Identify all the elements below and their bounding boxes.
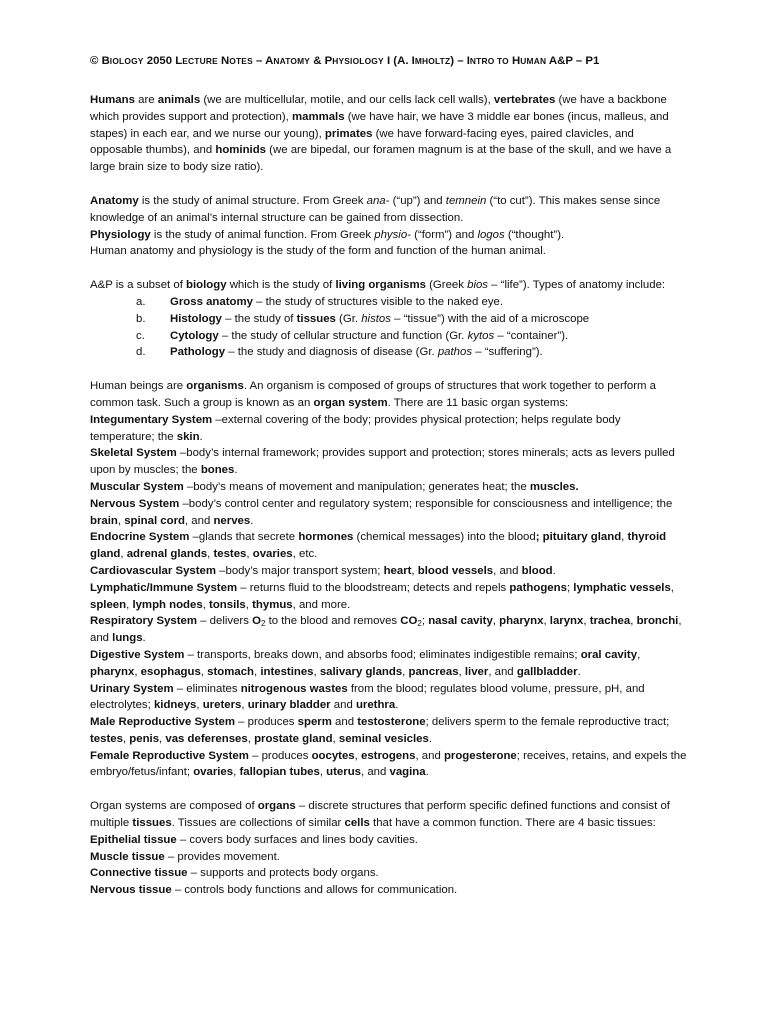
header-text: I (A. I — [383, 55, 415, 67]
text-run: –body’s internal framework; provides support and protection; stores minerals; acts as levers pulled upon by muscles; the — [90, 447, 675, 477]
bold-term: spinal cord — [124, 514, 185, 527]
bold-term: Gross anatomy — [170, 295, 253, 308]
header-text: N — [217, 55, 230, 67]
organ-system-item — [90, 445, 688, 479]
text-run: ; — [421, 615, 429, 628]
bold-term: Nervous System — [90, 497, 180, 510]
text-run: – the study of cellular structure and function (Gr. — [218, 329, 468, 342]
italic-term: temnein — [445, 194, 487, 207]
bold-term: organisms — [186, 380, 244, 393]
text-run: , and — [184, 514, 214, 527]
header-text: OTES — [229, 56, 253, 66]
bold-term: testosterone — [357, 716, 426, 729]
bold-term: lymph nodes — [132, 598, 203, 611]
bold-term: blood — [521, 564, 553, 577]
bold-term: animals — [157, 94, 201, 106]
text-run: –glands that secrete — [189, 531, 299, 544]
bold-term: ovaries — [193, 766, 234, 779]
bold-term: tissues — [132, 817, 172, 830]
bold-term: vertebrates — [493, 94, 556, 106]
text-run: , — [402, 665, 409, 678]
text-run: . — [577, 665, 581, 678]
text-run: –external covering of the body; provides physical protection; helps regulate body temperature; the — [90, 413, 621, 443]
bold-term: thymus — [252, 598, 293, 611]
text-run: , — [670, 581, 674, 594]
bold-term: Muscular System — [90, 480, 184, 493]
bold-term: Humans — [90, 94, 135, 106]
text-run: . — [199, 430, 203, 443]
bold-term: testes — [90, 732, 123, 745]
bold-term: urinary bladder — [247, 699, 331, 712]
bold-term: mammals — [291, 110, 345, 123]
header-text: – A — [252, 55, 274, 67]
text-run: – the study of structures visible to the naked eye. — [252, 295, 504, 308]
tissue-item — [90, 832, 688, 849]
anatomy-type-item — [90, 344, 688, 361]
human-ap-definition: Human anatomy and physiology is the study of the form and function of the human animal. — [90, 245, 546, 258]
bold-term: oocytes — [311, 749, 355, 762]
bold-term: Urinary System — [90, 682, 174, 695]
italic-term: physio- — [374, 228, 411, 241]
bold-term: Female Reproductive System — [90, 749, 249, 762]
bold-term: Nervous tissue — [90, 884, 172, 897]
bold-term: living organisms — [335, 279, 426, 292]
bold-term: Connective tissue — [90, 867, 188, 880]
text-run: . — [395, 699, 399, 712]
organ-system-item — [90, 479, 688, 496]
text-run: and — [331, 716, 358, 729]
bold-term: trachea — [589, 615, 631, 628]
page-header — [90, 54, 688, 68]
text-run: , — [200, 665, 208, 678]
bold-term: cells — [344, 817, 370, 830]
text-run: , and — [488, 665, 517, 678]
text-run: – controls body functions and allows for communication. — [171, 884, 458, 897]
list-item-text — [156, 344, 543, 361]
bold-term: larynx — [549, 615, 584, 628]
organ-system-item — [90, 580, 688, 614]
bold-term: penis — [129, 732, 160, 745]
text-run: (we have a backbone which provides support and protection), — [90, 94, 667, 123]
text-run: , — [247, 732, 255, 745]
text-run: , — [207, 548, 214, 561]
text-run: , — [332, 732, 339, 745]
text-run: from the blood; regulates blood volume, pressure, pH, and electrolytes; — [90, 682, 645, 712]
text-run: – the study and diagnosis of disease (Gr. — [225, 346, 438, 359]
bold-term: O — [252, 615, 261, 628]
bold-term: hormones — [298, 531, 354, 544]
bold-term: Physiology — [90, 228, 151, 241]
text-run: – “suffering”). — [472, 346, 543, 359]
bold-term: pancreas — [408, 665, 459, 678]
text-run: (Greek — [425, 279, 468, 292]
header-text: ) – I — [450, 55, 470, 67]
text-run: , — [245, 598, 253, 611]
text-run: , — [492, 615, 500, 628]
text-run: , and — [415, 749, 444, 762]
bold-term: heart — [383, 564, 412, 577]
bold-term: hominids — [215, 144, 267, 157]
text-run: , and — [493, 564, 522, 577]
bold-term: organ system — [313, 396, 388, 409]
text-run: is the study of animal structure. From Greek — [138, 194, 367, 207]
text-run: . An organism is composed of groups of structures that work together to perform a common task. Such a group is known as an — [90, 380, 657, 409]
spacer — [90, 781, 688, 798]
organ-systems-list — [90, 412, 688, 782]
text-run: , — [458, 665, 465, 678]
bold-term: prostate gland — [254, 732, 333, 745]
header-text: & P — [310, 55, 333, 67]
text-run: –body’s means of movement and manipulation; generates heat; the — [183, 480, 530, 493]
organisms-paragraph — [90, 378, 688, 412]
bold-term: Lymphatic/Immune System — [90, 581, 238, 594]
text-run: (“to cut”). This makes sense since knowledge of an animal’s internal structure can be gained from dissection. — [90, 194, 661, 224]
bold-term: Skeletal System — [90, 447, 177, 460]
text-run: (“thought”). — [504, 228, 565, 241]
text-run: – produces — [248, 749, 312, 762]
list-marker: c. — [136, 329, 145, 342]
text-run: . — [142, 632, 146, 645]
text-run: Organ systems are composed of — [90, 800, 258, 813]
tissues-list — [90, 832, 688, 899]
copyright-symbol: © — [90, 55, 102, 67]
text-run: is the study of animal function. From Greek — [150, 228, 375, 241]
bold-term: ovaries — [252, 548, 293, 561]
bold-term: pharynx — [90, 665, 135, 678]
header-text: MHOLTZ — [414, 56, 451, 66]
subset-paragraph — [90, 277, 688, 294]
list-item-text — [156, 294, 503, 311]
bold-term: kidneys — [153, 699, 197, 712]
text-run: , — [122, 732, 130, 745]
list-item-text — [156, 311, 589, 328]
bold-term: Respiratory System — [90, 615, 197, 628]
text-run: (we have forward-facing eyes, paired clavicles, and opposable thumbs), and — [90, 127, 634, 157]
text-run: (we are bipedal, our foramen magnum is at the base of the skull, and we have a large brain size to body size ratio). — [90, 144, 672, 174]
bold-term: Cytology — [170, 329, 219, 342]
bold-term: urethra — [355, 699, 396, 712]
text-run: are — [134, 94, 158, 106]
anatomy-type-item — [90, 311, 688, 328]
anatomy-definition — [90, 193, 688, 227]
spacer — [90, 361, 688, 378]
intro-paragraph — [90, 92, 688, 176]
text-run: (Gr. — [335, 312, 362, 325]
text-run: , — [120, 548, 127, 561]
organ-system-item — [90, 748, 688, 782]
list-marker: d. — [136, 346, 146, 359]
text-run: , — [630, 615, 637, 628]
bold-term: pathogens — [509, 581, 567, 594]
bold-term: nitrogenous wastes — [240, 682, 348, 695]
text-run: , — [319, 766, 327, 779]
physiology-definition — [90, 227, 688, 244]
organ-system-item — [90, 613, 688, 647]
bold-term: skin — [176, 430, 200, 443]
bold-term: ureters — [202, 699, 242, 712]
text-run: (“form”) and — [410, 228, 478, 241]
bold-term: Endocrine System — [90, 531, 190, 544]
text-run: . — [425, 766, 429, 779]
bold-term: liver — [464, 665, 489, 678]
text-run: , — [117, 514, 125, 527]
text-run: –body’s major transport system; — [216, 564, 384, 577]
anatomy-type-item — [90, 328, 688, 345]
text-run: – eliminates — [173, 682, 241, 695]
header-text: B — [101, 55, 110, 67]
bold-term: bronchi — [636, 615, 679, 628]
italic-term: ana- — [366, 194, 390, 207]
bold-term: nasal cavity — [428, 615, 493, 628]
anatomy-types-list — [90, 294, 688, 361]
bold-term: Muscle tissue — [90, 850, 165, 863]
subscript: 2 — [417, 619, 422, 629]
text-run: – supports and protects body organs. — [187, 867, 379, 880]
text-run: , and more. — [292, 598, 351, 611]
bold-term: gallbladder — [516, 665, 578, 678]
italic-term: kytos — [467, 329, 495, 342]
bold-term: Cardiovascular System — [90, 564, 216, 577]
text-run: – transports, breaks down, and absorbs food; eliminates indigestible remains; — [184, 648, 581, 661]
bold-term: muscles. — [529, 480, 579, 493]
text-run: . Tissues are collections of similar — [171, 817, 345, 830]
text-run: , — [241, 699, 248, 712]
bold-term: testes — [213, 548, 247, 561]
italic-term: pathos — [437, 346, 473, 359]
bold-term: intestines — [260, 665, 314, 678]
organs-paragraph — [90, 798, 688, 832]
list-item-text — [156, 328, 568, 345]
text-run: – “container”). — [494, 329, 569, 342]
text-run: , — [543, 615, 550, 628]
text-run: – “life”). Types of anatomy include: — [488, 279, 666, 292]
text-run: , — [134, 665, 141, 678]
bold-term: sperm — [297, 716, 332, 729]
organ-system-item — [90, 563, 688, 580]
header-text: A&P – P1 — [546, 55, 600, 67]
bold-term: bones — [200, 464, 235, 477]
text-run: , etc. — [292, 548, 318, 561]
text-run: – the study of — [221, 312, 297, 325]
bold-term: tissues — [296, 312, 336, 325]
bold-term: Epithelial tissue — [90, 833, 177, 846]
bold-term: biology — [186, 279, 227, 292]
text-run: . There are 11 basic organ systems: — [387, 396, 569, 409]
bold-term: spleen — [90, 598, 127, 611]
header-text: H — [508, 55, 521, 67]
bold-term: progesterone — [443, 749, 517, 762]
spacer — [90, 260, 688, 277]
text-run: , — [354, 749, 361, 762]
list-marker: a. — [136, 295, 146, 308]
italic-term: logos — [477, 228, 505, 241]
text-run: – discrete structures that perform specific defined functions and consist of multiple — [90, 800, 670, 830]
tissue-item — [90, 865, 688, 882]
text-run: , and — [360, 766, 390, 779]
bold-term: nerves — [213, 514, 251, 527]
text-run: Human beings are — [90, 380, 187, 393]
text-run: – returns fluid to the bloodstream; detects and repels — [237, 581, 510, 594]
organ-system-item — [90, 412, 688, 446]
bold-term: tonsils — [209, 598, 246, 611]
anatomy-type-item — [90, 294, 688, 311]
text-run: (we are multicellular, motile, and our cells lack cell walls), — [200, 94, 494, 106]
bold-term: Pathology — [170, 346, 226, 359]
text-run: to the blood and removes — [265, 615, 401, 628]
header-text: UMAN — [520, 56, 547, 66]
tissue-item — [90, 882, 688, 899]
organ-system-item — [90, 681, 688, 715]
text-run: – delivers — [197, 615, 253, 628]
bold-term: Male Reproductive System — [90, 716, 235, 729]
bold-term: salivary glands — [319, 665, 403, 678]
text-run: , — [196, 699, 203, 712]
bold-term: Integumentary System — [90, 413, 213, 426]
subscript: 2 — [260, 619, 266, 629]
text-run: – “tissue”) with the aid of a microscope — [390, 312, 590, 325]
header-text: NATOMY — [273, 56, 311, 66]
header-text: 2050 L — [143, 55, 183, 67]
bold-term: adrenal glands — [126, 548, 208, 561]
text-run: (“up”) and — [389, 194, 446, 207]
text-run: , — [126, 598, 133, 611]
text-run: , — [411, 564, 418, 577]
bold-term: seminal vesicles — [338, 732, 429, 745]
bold-term: oral cavity — [580, 648, 638, 661]
text-run: that have a common function. There are 4 basic tissues: — [369, 817, 656, 830]
text-run: , — [583, 615, 590, 628]
text-run: A&P is a subset of — [90, 279, 187, 292]
bold-term: vagina — [389, 766, 426, 779]
bold-term: lymphatic vessels — [573, 581, 671, 594]
organ-system-item — [90, 647, 688, 681]
text-run: , — [621, 531, 628, 544]
text-run: , — [233, 766, 240, 779]
bold-term: uterus — [326, 766, 361, 779]
bold-term: CO — [400, 615, 418, 628]
italic-term: bios — [467, 279, 489, 292]
text-run: . — [250, 514, 254, 527]
bold-term: estrogens — [361, 749, 416, 762]
header-text: IOLOGY — [109, 56, 144, 66]
text-run: (we have hair, we have 3 middle ear bones (incus, malleus, and stapes) in each ear, and we nurse our young), — [90, 110, 669, 140]
bold-term: Digestive System — [90, 648, 185, 661]
text-run: , — [637, 648, 641, 661]
list-marker: b. — [136, 312, 146, 325]
bold-term: brain — [90, 514, 118, 527]
header-text: HYSIOLOGY — [332, 56, 384, 66]
bold-term: vas deferenses — [165, 732, 248, 745]
bold-term: esophagus — [140, 665, 201, 678]
organ-system-item — [90, 529, 688, 563]
bold-term: organs — [257, 800, 296, 813]
header-text: ECTURE — [182, 56, 218, 66]
text-run: , — [202, 598, 210, 611]
text-run: – provides movement. — [164, 850, 280, 863]
italic-term: histos — [361, 312, 391, 325]
text-run: , and — [90, 615, 682, 645]
bold-term: stomach — [207, 665, 254, 678]
text-run: ; — [566, 581, 574, 594]
text-run: – produces — [234, 716, 298, 729]
text-run: which is the study of — [226, 279, 336, 292]
text-run: , — [159, 732, 166, 745]
bold-term: Histology — [170, 312, 222, 325]
bold-term: Anatomy — [90, 194, 139, 207]
text-run: , — [246, 548, 253, 561]
text-run: . — [428, 732, 432, 745]
bold-term: blood vessels — [417, 564, 494, 577]
text-run: ; receives, retains, and expels the embryo/fetus/infant; — [90, 749, 687, 779]
bold-term: thyroid gland — [90, 531, 667, 561]
text-run: , — [253, 665, 261, 678]
text-run: ; delivers sperm to the female reproductive tract; — [425, 716, 670, 729]
bold-term: primates — [324, 127, 373, 140]
text-run: , — [313, 665, 320, 678]
text-run: . — [552, 564, 556, 577]
text-run: –body’s control center and regulatory system; responsible for consciousness and intelligence; the — [179, 497, 673, 510]
text-run: (chemical messages) into the blood — [353, 531, 536, 544]
spacer — [90, 176, 688, 193]
organ-system-item — [90, 496, 688, 530]
bold-term: fallopian tubes — [239, 766, 320, 779]
header-text: NTRO TO — [469, 56, 509, 66]
bold-term: lungs — [112, 632, 143, 645]
text-run: . — [234, 464, 238, 477]
bold-term: ; pituitary gland — [535, 531, 622, 544]
bold-term: pharynx — [499, 615, 544, 628]
organ-system-item — [90, 714, 688, 748]
tissue-item — [90, 849, 688, 866]
text-run: and — [330, 699, 356, 712]
text-run: – covers body surfaces and lines body cavities. — [176, 833, 418, 846]
